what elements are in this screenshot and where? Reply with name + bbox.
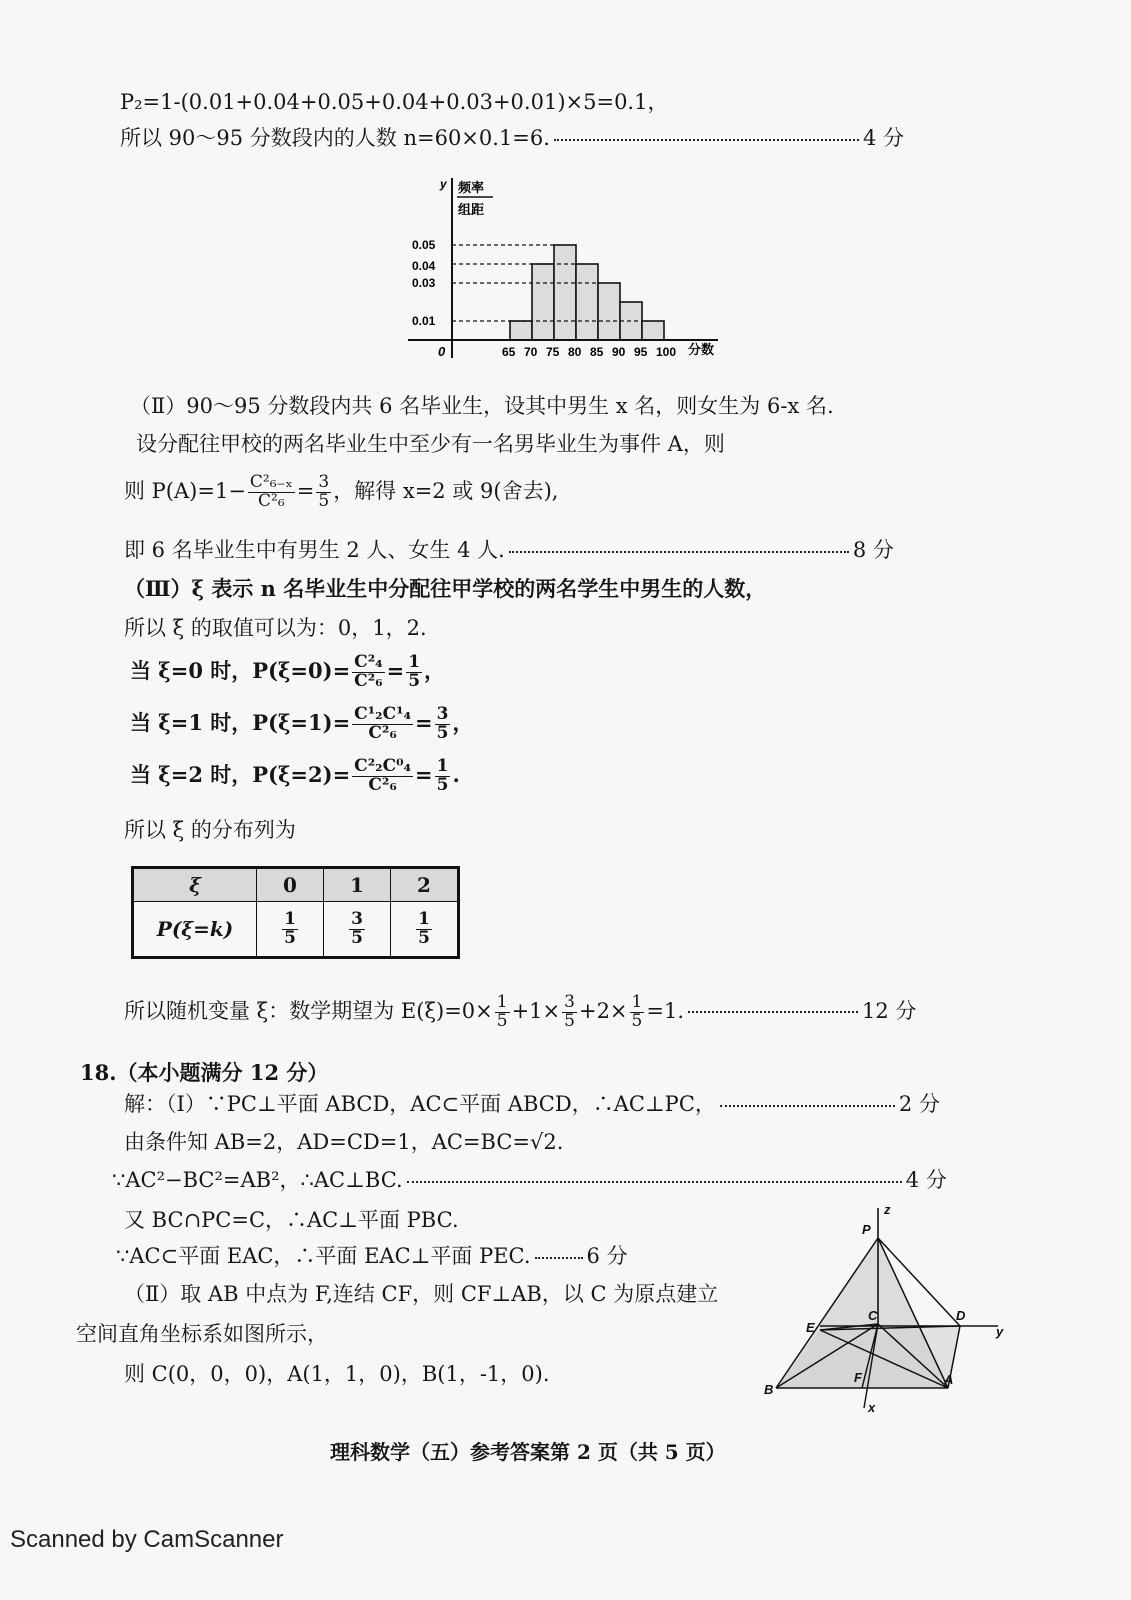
expect-frac-2 bbox=[562, 994, 577, 1031]
p2x-result-den: 5 bbox=[436, 774, 449, 795]
expect-den: 5 bbox=[564, 1010, 575, 1031]
label-E: E bbox=[806, 1320, 815, 1335]
histogram-x-tick: 80 bbox=[568, 345, 582, 359]
frequency-histogram bbox=[400, 168, 730, 368]
leader-dots bbox=[407, 1181, 902, 1183]
p1-prefix: 当 ξ=1 时，P(ξ=1)= bbox=[130, 709, 351, 735]
q18-conditions: 由条件知 AB=2，AD=CD=1，AC=BC=√2. bbox=[124, 1130, 564, 1154]
distribution-table bbox=[131, 866, 460, 959]
xi-values-line: 所以 ξ 的取值可以为：0，1，2. bbox=[124, 616, 427, 640]
boys-girls-line bbox=[124, 538, 894, 563]
p1-end: ， bbox=[452, 709, 474, 735]
p1-denominator: C²₆ bbox=[368, 722, 397, 743]
histogram-x-tick: 85 bbox=[590, 345, 604, 359]
p2x-prefix: 当 ξ=2 时，P(ξ=2)= bbox=[130, 761, 351, 787]
p1-result-den: 5 bbox=[436, 722, 449, 743]
pa-equals: = bbox=[296, 478, 315, 503]
hist-origin: 0 bbox=[438, 344, 446, 359]
p1-result-num: 3 bbox=[436, 704, 449, 724]
leader-dots bbox=[509, 551, 849, 553]
p1-numerator: C¹₂C¹₄ bbox=[354, 704, 412, 724]
dist-intro: 所以 ξ 的分布列为 bbox=[124, 818, 296, 842]
q18-sol1 bbox=[124, 1092, 940, 1117]
label-B: B bbox=[764, 1382, 774, 1397]
pa-result-den: 5 bbox=[318, 490, 330, 511]
n-count-text: 所以 90～95 分数段内的人数 n=60×0.1=6. bbox=[120, 126, 550, 150]
leader-dots bbox=[554, 139, 859, 141]
score-label: 4 分 bbox=[862, 126, 904, 150]
histogram-y-tick: 0.04 bbox=[412, 259, 436, 273]
pa-numerator: C²₆₋ₓ bbox=[249, 472, 293, 492]
pyramid-figure bbox=[760, 1196, 1020, 1418]
score-label: 6 分 bbox=[586, 1244, 628, 1268]
n-count-line bbox=[120, 126, 904, 151]
p2x-end: . bbox=[452, 761, 460, 787]
prob-fraction bbox=[349, 908, 365, 948]
histogram-x-tick: 75 bbox=[546, 345, 560, 359]
pa-result-fraction bbox=[316, 474, 331, 511]
label-A: A bbox=[944, 1372, 954, 1387]
p2x-result-num: 1 bbox=[436, 756, 449, 776]
label-C: C bbox=[868, 1308, 878, 1323]
prob-fraction bbox=[282, 908, 298, 948]
leader-dots bbox=[688, 1011, 858, 1013]
table-header-cell: 2 bbox=[391, 868, 459, 902]
q18-plane bbox=[116, 1244, 628, 1269]
expect-num: 1 bbox=[631, 992, 643, 1012]
p0-numerator: C²₄ bbox=[354, 652, 383, 672]
score-label: 4 分 bbox=[905, 1168, 947, 1192]
pa-denominator: C²₆ bbox=[258, 490, 285, 511]
part2-line1: （Ⅱ）90～95 分数段内共 6 名毕业生，设其中男生 x 名，则女生为 6-x 名. bbox=[130, 394, 834, 418]
table-cell bbox=[257, 902, 324, 958]
p1-result bbox=[435, 706, 451, 743]
expect-den: 5 bbox=[496, 1010, 508, 1031]
table-cell bbox=[391, 902, 459, 958]
histogram-y-tick: 0.05 bbox=[412, 238, 436, 252]
p-xi-0: 当 ξ=0 时，P(ξ=0)= $\frac{\text{C²₄}}{\text{C²₆}}$ = $\frac{1}{5}$ ， bbox=[130, 652, 446, 691]
q18-bcpc: 又 BC∩PC=C，∴AC⊥平面 PBC. bbox=[124, 1208, 459, 1232]
plane-text: ∵AC⊂平面 EAC，∴平面 EAC⊥平面 PEC. bbox=[116, 1244, 531, 1268]
part3-line: （Ⅲ）ξ 表示 n 名毕业生中分配往甲学校的两名学生中男生的人数， bbox=[124, 576, 767, 601]
expect-prefix: 所以随机变量 ξ：数学期望为 E(ξ)=0× bbox=[124, 998, 493, 1023]
table-row bbox=[133, 902, 459, 958]
score-label: 2 分 bbox=[898, 1092, 940, 1116]
table-header-cell: 0 bbox=[257, 868, 324, 902]
expect-mid-2: +2× bbox=[578, 998, 628, 1023]
expect-num: 3 bbox=[564, 992, 575, 1012]
p2-equation: P₂=1-(0.01+0.04+0.05+0.04+0.03+0.01)×5=0.1， bbox=[120, 90, 669, 114]
pa-suffix: ，解得 x=2 或 9(舍去), bbox=[333, 478, 559, 503]
table-cell bbox=[324, 902, 391, 958]
scanner-watermark: Scanned by CamScanner bbox=[10, 1526, 284, 1553]
histogram-bar bbox=[576, 264, 598, 340]
p0-prefix: 当 ξ=0 时，P(ξ=0)= bbox=[130, 657, 351, 683]
expect-mid-1: +1× bbox=[511, 998, 561, 1023]
expect-frac-1 bbox=[495, 994, 510, 1031]
histogram-bar bbox=[598, 283, 620, 340]
prob-num: 3 bbox=[351, 908, 363, 929]
p2x-result bbox=[435, 758, 451, 795]
histogram-x-tick: 70 bbox=[524, 345, 538, 359]
p0-denominator: C²₆ bbox=[354, 670, 383, 691]
label-z-top: z bbox=[884, 1202, 891, 1217]
part2-line2: 设分配往甲校的两名毕业生中至少有一名男毕业生为事件 A，则 bbox=[136, 432, 725, 456]
boys-girls-text: 即 6 名毕业生中有男生 2 人、女生 4 人. bbox=[124, 538, 505, 562]
q18-coords: 则 C(0，0，0)，A(1，1，0)，B(1，-1，0). bbox=[124, 1362, 550, 1386]
histogram-x-tick: 65 bbox=[502, 345, 516, 359]
p0-result bbox=[406, 654, 422, 691]
p-xi-2: 当 ξ=2 时，P(ξ=2)= $\frac{\text{C²₂C⁰₄}}{\text{C²₆}}$ = $\frac{1}{5}$ . bbox=[130, 756, 460, 795]
pa-formula bbox=[124, 474, 558, 511]
label-P: P bbox=[862, 1222, 871, 1237]
prob-den: 5 bbox=[418, 927, 430, 948]
histogram-y-tick: 0.01 bbox=[412, 314, 436, 328]
q18-part2-line1: （Ⅱ）取 AB 中点为 F,连结 CF，则 CF⊥AB，以 C 为原点建立 bbox=[124, 1282, 719, 1306]
expect-end: =1. bbox=[646, 998, 684, 1023]
score-label: 8 分 bbox=[852, 538, 894, 562]
expectation-line bbox=[124, 994, 916, 1031]
p-xi-1: 当 ξ=1 时，P(ξ=1)= $\frac{\text{C¹₂C¹₄}}{\text{C²₆}}$ = $\frac{3}{5}$ ， bbox=[130, 704, 474, 743]
label-D: D bbox=[956, 1308, 966, 1323]
table-header-xi: ξ bbox=[133, 868, 257, 902]
histogram-x-tick: 95 bbox=[634, 345, 648, 359]
table-row bbox=[133, 868, 459, 902]
histogram-bar bbox=[642, 321, 664, 340]
hist-y-title-den: 组距 bbox=[458, 202, 485, 217]
prob-fraction bbox=[416, 908, 432, 948]
label-x: x bbox=[868, 1400, 876, 1415]
score-label: 12 分 bbox=[862, 998, 917, 1023]
histogram-x-tick: 90 bbox=[612, 345, 626, 359]
pa-fraction bbox=[248, 474, 295, 511]
p2x-numerator: C²₂C⁰₄ bbox=[354, 756, 412, 776]
label-F: F bbox=[854, 1370, 862, 1385]
table-row-label: P(ξ=k) bbox=[133, 902, 257, 958]
hist-y-title-num: 频率 bbox=[458, 180, 485, 195]
pyth-text: ∵AC²−BC²=AB²，∴AC⊥BC. bbox=[112, 1168, 403, 1192]
p0-fraction bbox=[352, 654, 384, 691]
p2x-fraction bbox=[352, 758, 413, 795]
histogram-bar bbox=[510, 321, 532, 340]
prob-num: 1 bbox=[418, 908, 430, 929]
label-y: y bbox=[996, 1324, 1004, 1339]
p0-result-num: 1 bbox=[408, 652, 421, 672]
histogram-bar bbox=[554, 245, 576, 340]
expect-num: 1 bbox=[496, 992, 508, 1012]
expect-frac-3 bbox=[630, 994, 645, 1031]
p1-fraction bbox=[352, 706, 413, 743]
hist-y-axis-label: y bbox=[440, 177, 447, 191]
pa-result-num: 3 bbox=[318, 472, 330, 492]
prob-den: 5 bbox=[351, 927, 363, 948]
leader-dots bbox=[535, 1257, 583, 1259]
prob-num: 1 bbox=[284, 908, 296, 929]
sol1-text: 解：（Ⅰ）∵PC⊥平面 ABCD，AC⊂平面 ABCD，∴AC⊥PC， bbox=[124, 1092, 716, 1116]
p0-end: ， bbox=[424, 657, 446, 683]
p0-result-den: 5 bbox=[408, 670, 421, 691]
histogram-bar bbox=[532, 264, 554, 340]
q18-part2-line2: 空间直角坐标系如图所示， bbox=[76, 1322, 328, 1346]
prob-den: 5 bbox=[284, 927, 296, 948]
table-header-cell: 1 bbox=[324, 868, 391, 902]
p2x-denominator: C²₆ bbox=[368, 774, 397, 795]
histogram-y-tick: 0.03 bbox=[412, 276, 436, 290]
leader-dots bbox=[720, 1105, 895, 1107]
hist-x-label: 分数 bbox=[688, 342, 715, 357]
histogram-x-tick: 100 bbox=[656, 345, 677, 359]
expect-den: 5 bbox=[631, 1010, 643, 1031]
q18-pythagoras bbox=[112, 1168, 947, 1193]
q18-heading: 18.（本小题满分 12 分） bbox=[80, 1060, 329, 1085]
pa-prefix: 则 P(A)=1− bbox=[124, 478, 246, 503]
page-footer: 理科数学（五）参考答案第 2 页（共 5 页） bbox=[330, 1440, 726, 1464]
